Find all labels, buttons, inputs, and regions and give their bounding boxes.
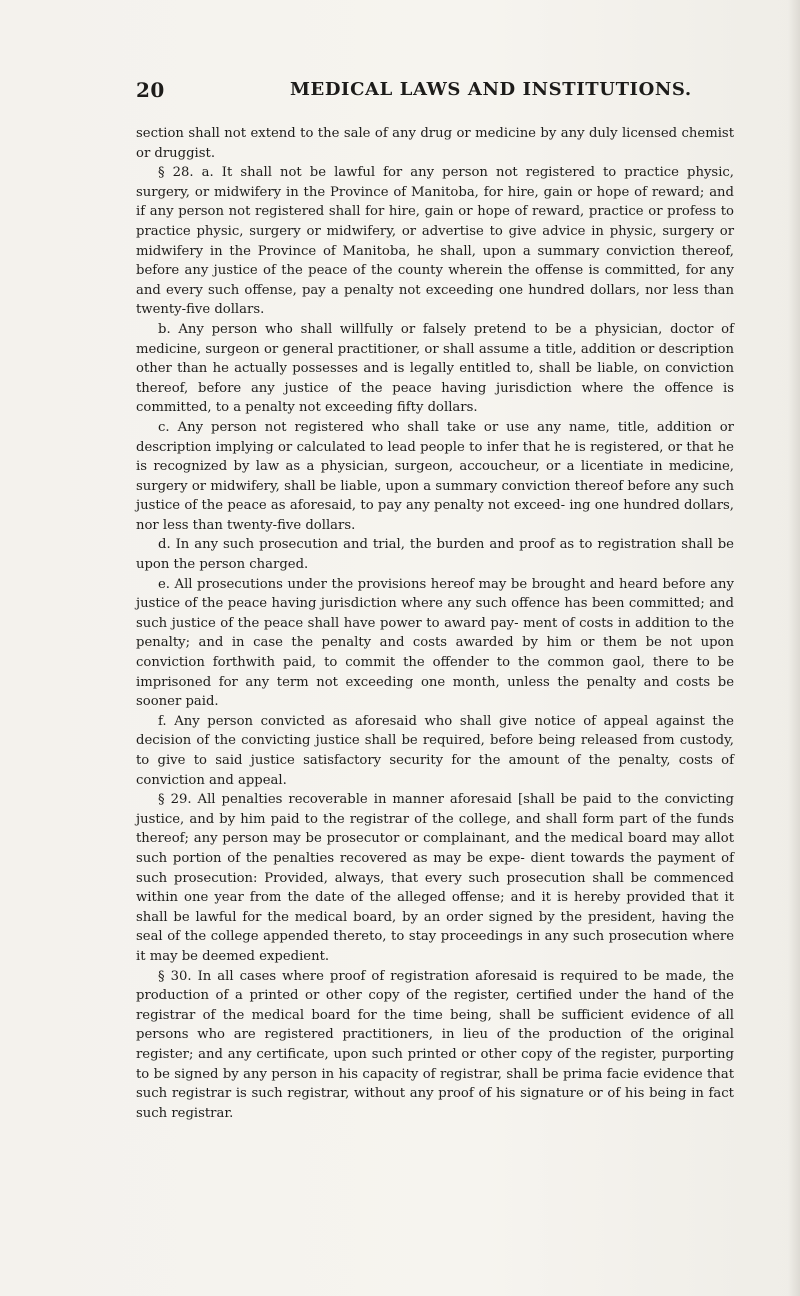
running-head: MEDICAL LAWS AND INSTITUTIONS. <box>290 79 692 100</box>
page-edge-shadow <box>788 0 800 1296</box>
paragraph-continuation: section shall not extend to the sale of any drug or medicine by any duly licensed chemist or druggist. <box>136 126 734 161</box>
paragraph-section-30: § 30. In all cases where proof of registration aforesaid is required to be made, the production of a printed or other copy of the register, certified under the hand of the registrar of the medical board for the time being, shall be sufficient evidence of all persons who are registered practitioners, in lieu of the production of the original register; and any certificate, upon such printed or other copy of the register, purporting to be signed by any person in his capacity of registrar, shall be prima facie evidence that such registrar is such registrar, without any proof of his signature or of his being in fact such registrar. <box>136 968 734 1121</box>
paragraph-section-28f: f. Any person convicted as aforesaid who shall give notice of appeal against the decision of the convicting justice shall be required, before being released from custody, to give to said justice satisfactory security for the amount of the penalty, costs of conviction and appeal. <box>136 713 734 788</box>
paragraph-section-28b: b. Any person who shall willfully or falsely pretend to be a physician, doctor of medicine, surgeon or general practitioner, or shall assume a title, addition or description other than he actually possesses and is legally entitled to, shall be liable, on conviction thereof, before any justice of the peace having jurisdiction where the offence is committed, to a penalty not exceeding fifty dollars. <box>136 321 734 416</box>
paragraph-section-28e: e. All prosecutions under the provisions hereof may be brought and heard before any justice of the peace having jurisdiction where any such offence has been committed; and such justice of the peace shall have power to award pay- ment of costs in addition to the penalty; and in case the penalty and costs awarded by him or them be not upon conviction forthwith paid, to commit the offender to the common gaol, there to be imprisoned for any term not exceeding one month, unless the penalty and costs be sooner paid. <box>136 576 734 710</box>
paragraph-section-28c: c. Any person not registered who shall take or use any name, title, addition or description implying or calculated to lead people to infer that he is registered, or that he is recognized by law as a physician, surgeon, accoucheur, or a licentiate in medicine, surgery or midwifery, shall be liable, upon a summary conviction thereof before any such justice of the peace as aforesaid, to pay any penalty not exceed- ing one hundred dollars, nor less than twenty-five dollars. <box>136 419 734 533</box>
paragraph-section-28d: d. In any such prosecution and trial, the burden and proof as to registration shall be upon the person charged. <box>136 537 734 573</box>
paragraph-section-28a: § 28. a. It shall not be lawful for any person not registered to practice physic, surgery, or midwifery in the Province of Manitoba, for hire, gain or hope of reward; and if any person not registered shall for hire, gain or hope of reward, practice or profess to practice physic, surgery or midwifery, or advertise to give advice in physic, surgery or midwifery in the Province of Manitoba, he shall, upon a summary conviction thereof, before any justice of the peace of the county wherein the offense is committed, for any and every such offense, pay a penalty not exceeding one hundred dollars, nor less than twenty-five dollars. <box>136 165 734 318</box>
paragraph-section-29: § 29. All penalties recoverable in manner aforesaid [shall be paid to the convicting justice, and by him paid to the registrar of the college, and shall form part of the funds thereof; any person may be prosecutor or complainant, and the medical board may allot such portion of the penalties recovered as may be expe- dient towards the payment of such prosecution: Provided, always, that every such prosecution shall be commenced within one year from the date of the alleged offense; and it is hereby provided that it shall be lawful for the medical board, by an order signed by the president, having the seal of the college appended thereto, to stay proceedings in any such prosecution where it may be deemed expedient. <box>136 792 734 964</box>
body-text <box>136 124 734 1123</box>
page-number: 20 <box>136 78 165 102</box>
page-header <box>136 78 748 102</box>
